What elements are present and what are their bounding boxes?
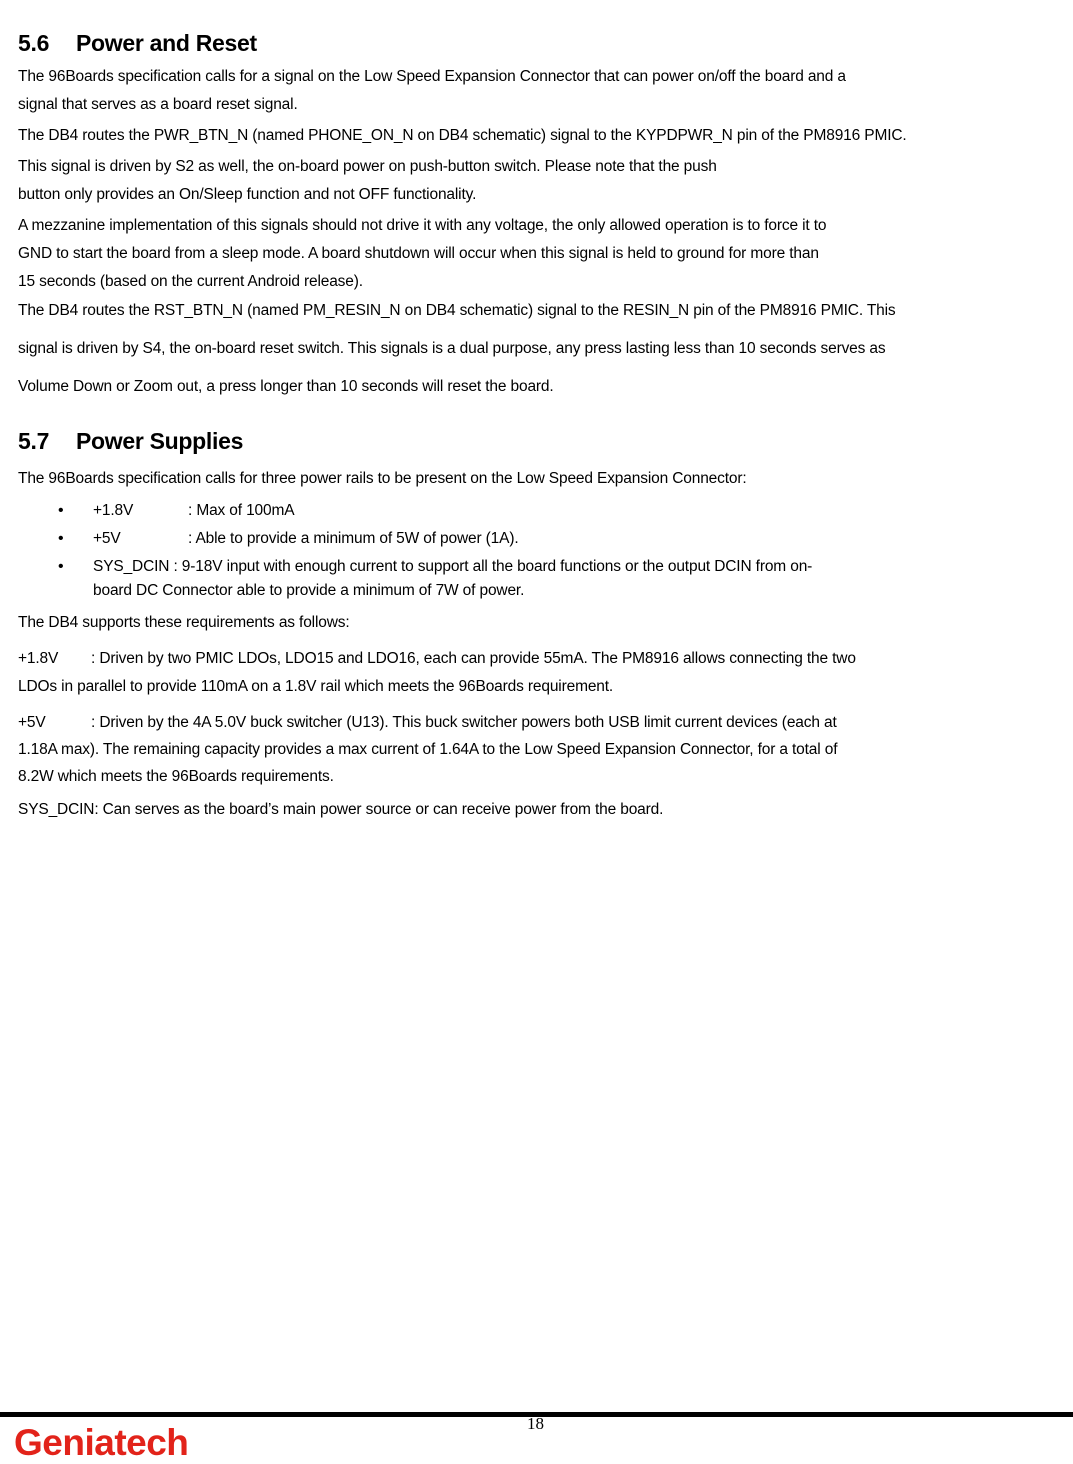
rail-label: SYS_DCIN bbox=[93, 558, 170, 575]
paragraph bbox=[18, 465, 1068, 493]
section-title: Power and Reset bbox=[76, 30, 257, 56]
text-line: The DB4 supports these requirements as follows: bbox=[18, 614, 350, 631]
text-line: signal that serves as a board reset signal. bbox=[18, 96, 298, 113]
text-line: 15 seconds (based on the current Android release). bbox=[18, 273, 363, 290]
text-line: The 96Boards specification calls for a signal on the Low Speed Expansion Connector that can power on/off the board and a bbox=[18, 68, 846, 85]
list-item bbox=[18, 553, 1068, 603]
bullet-icon: • bbox=[58, 530, 64, 547]
text-line: SYS_DCIN: Can serves as the board’s main power source or can receive power from the board. bbox=[18, 801, 664, 818]
rail-description: : 9-18V input with enough current to support all the board functions or the output DCIN from on- bbox=[169, 558, 813, 575]
text-line: signal is driven by S4, the on-board reset switch. This signals is a dual purpose, any press lasting less than 10 seconds serves as bbox=[18, 340, 886, 357]
section-number: 5.7 bbox=[18, 428, 50, 454]
page-number: 18 bbox=[527, 1414, 544, 1433]
text-line: A mezzanine implementation of this signals should not drive it with any voltage, the only allowed operation is to force it to bbox=[18, 217, 827, 234]
bullet-icon: • bbox=[58, 502, 64, 519]
paragraph bbox=[18, 212, 1068, 296]
rail-description: : Driven by two PMIC LDOs, LDO15 and LDO16, each can provide 55mA. The PM8916 allows connecting the two bbox=[91, 650, 856, 667]
power-rail-list bbox=[18, 497, 1068, 603]
section-heading-5-7 bbox=[18, 428, 1068, 455]
text-line: 8.2W which meets the 96Boards requirements. bbox=[18, 768, 334, 785]
rail-description: : Able to provide a minimum of 5W of power (1A). bbox=[188, 530, 519, 547]
text-line: LDOs in parallel to provide 110mA on a 1.8V rail which meets the 96Boards requirement. bbox=[18, 678, 614, 695]
paragraph bbox=[18, 709, 1068, 790]
section-title: Power Supplies bbox=[76, 428, 244, 454]
paragraph bbox=[18, 609, 1068, 637]
section-number: 5.6 bbox=[18, 30, 50, 56]
text-line: The 96Boards specification calls for three power rails to be present on the Low Speed Expansion Connector: bbox=[18, 470, 747, 487]
list-item bbox=[18, 497, 1068, 525]
rail-description: : Max of 100mA bbox=[188, 502, 295, 519]
paragraph bbox=[18, 122, 1068, 150]
page-content bbox=[18, 30, 1068, 824]
rail-description: : Driven by the 4A 5.0V buck switcher (U13). This buck switcher powers both USB limit current devices (each at bbox=[91, 714, 837, 731]
rail-label: +1.8V bbox=[93, 502, 134, 519]
paragraph bbox=[18, 63, 1068, 119]
text-line: Volume Down or Zoom out, a press longer than 10 seconds will reset the board. bbox=[18, 378, 554, 395]
paragraph bbox=[18, 796, 1068, 824]
geniatech-logo: Geniatech bbox=[14, 1422, 189, 1463]
text-line bbox=[18, 645, 1068, 673]
text-line: 1.18A max). The remaining capacity provides a max current of 1.64A to the Low Speed Expansion Connector, for a total of bbox=[18, 741, 838, 758]
bullet-icon: • bbox=[58, 558, 64, 575]
paragraph bbox=[18, 153, 1068, 209]
text-line: button only provides an On/Sleep function and not OFF functionality. bbox=[18, 186, 477, 203]
paragraph bbox=[18, 645, 1068, 701]
list-item bbox=[18, 525, 1068, 553]
rail-label: +5V bbox=[93, 530, 121, 547]
text-line: The DB4 routes the RST_BTN_N (named PM_RESIN_N on DB4 schematic) signal to the RESIN_N pin of the PM8916 PMIC. This bbox=[18, 302, 896, 319]
text-line: GND to start the board from a sleep mode. A board shutdown will occur when this signal is held to ground for more than bbox=[18, 245, 819, 262]
section-heading-5-6 bbox=[18, 30, 1068, 57]
rail-description-continued: board DC Connector able to provide a minimum of 7W of power. bbox=[93, 582, 525, 599]
text-line: The DB4 routes the PWR_BTN_N (named PHONE_ON_N on DB4 schematic) signal to the KYPDPWR_N pin of the PM8916 PMIC. bbox=[18, 127, 907, 144]
paragraph bbox=[18, 292, 1068, 406]
rail-label: +1.8V bbox=[18, 650, 59, 667]
text-line: This signal is driven by S2 as well, the on-board power on push-button switch. Please note that the push bbox=[18, 158, 717, 175]
text-line bbox=[18, 709, 1068, 736]
rail-label: +5V bbox=[18, 714, 46, 731]
